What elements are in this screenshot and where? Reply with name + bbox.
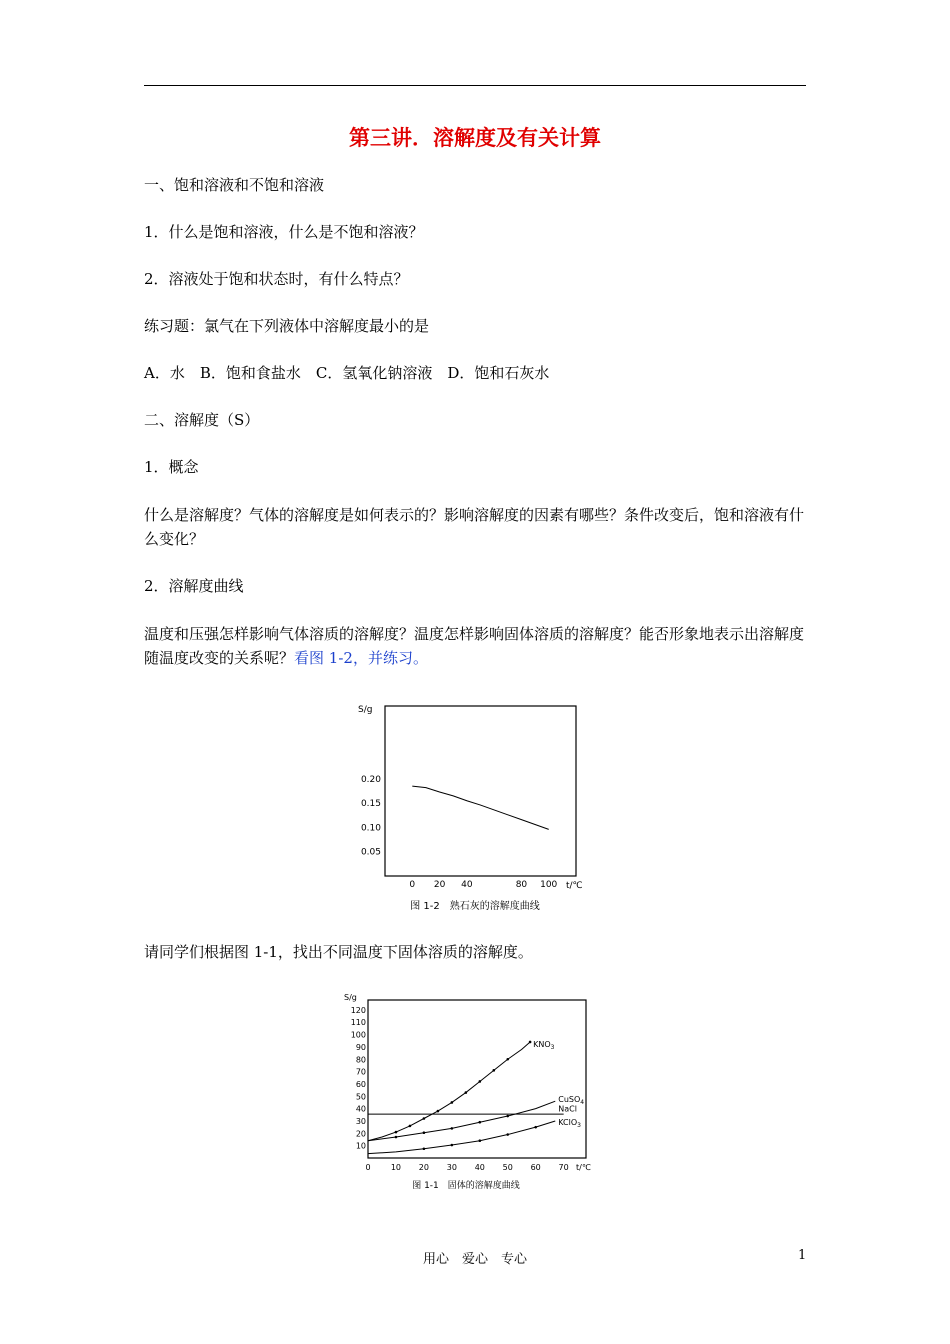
data-point-kno3 xyxy=(478,1080,481,1083)
solid-solubility-chart xyxy=(336,990,606,1196)
page-number: 1 xyxy=(798,1248,807,1263)
section-heading-2: 二、溶解度（S） xyxy=(144,411,260,429)
y-tick-label: 0.05 xyxy=(360,847,381,858)
data-point-kclo3 xyxy=(423,1147,426,1150)
paragraph-curve xyxy=(144,622,806,670)
x-tick-label: 0 xyxy=(365,1163,371,1172)
footer-motto: 用心 爱心 专心 xyxy=(422,1252,527,1267)
paragraph-exercise-fig: 请同学们根据图 1-1，找出不同温度下固体溶质的溶解度。 xyxy=(144,943,533,961)
x-tick-label: 50 xyxy=(502,1163,513,1172)
y-tick-label: 90 xyxy=(355,1042,366,1052)
x-tick-label: 100 xyxy=(540,880,558,890)
paragraph-curve-text: 温度和压强怎样影响气体溶质的溶解度？温度怎样影响固体溶质的溶解度？能否形象地表示出溶解度随温度改变的关系呢？ xyxy=(144,625,805,667)
data-point-kno3 xyxy=(423,1117,426,1120)
figure-caption: 图 1-2 熟石灰的溶解度曲线 xyxy=(410,901,540,912)
x-tick-label: 80 xyxy=(515,880,528,890)
series-label-nacl: NaCl xyxy=(558,1104,577,1114)
series-label-cuso4: CuSO$_4$ xyxy=(558,1095,585,1107)
figure-caption: 图 1-1 固体的溶解度曲线 xyxy=(412,1181,520,1191)
y-tick-label: 40 xyxy=(355,1104,366,1114)
x-tick-label: 30 xyxy=(446,1163,457,1172)
question-2: 2．溶液处于饱和状态时，有什么特点？ xyxy=(144,270,409,288)
data-point-kno3 xyxy=(529,1041,532,1044)
x-axis-label: t/℃ xyxy=(576,1163,591,1172)
x-tick-label: 20 xyxy=(433,880,446,890)
exercise-prompt: 练习题：氯气在下列液体中溶解度最小的是 xyxy=(144,317,430,335)
y-tick-label: 0.10 xyxy=(360,823,381,834)
y-tick-label: 110 xyxy=(350,1018,366,1028)
y-tick-label: 100 xyxy=(350,1030,366,1040)
y-tick-label: 0.15 xyxy=(360,799,381,810)
data-point-kno3 xyxy=(492,1069,495,1072)
x-tick-label: 40 xyxy=(461,880,473,890)
x-tick-label: 70 xyxy=(558,1163,569,1172)
subheading-concept: 1．概念 xyxy=(144,458,199,476)
data-point-kno3 xyxy=(395,1131,398,1134)
data-point-kno3 xyxy=(437,1110,440,1113)
plot-frame xyxy=(385,706,576,876)
data-point-kno3 xyxy=(465,1091,468,1094)
y-tick-label: 10 xyxy=(355,1141,366,1151)
curve-cuso4 xyxy=(368,1101,555,1141)
solubility-curve xyxy=(412,786,548,829)
data-point-kclo3 xyxy=(506,1133,509,1136)
data-point-kclo3 xyxy=(534,1126,537,1129)
y-tick-label: 50 xyxy=(355,1092,366,1102)
y-tick-label: 30 xyxy=(355,1116,366,1126)
y-tick-label: 80 xyxy=(355,1055,366,1065)
y-tick-label: 60 xyxy=(355,1079,366,1089)
section-heading-1: 一、饱和溶液和不饱和溶液 xyxy=(144,176,325,194)
data-point-cuso4 xyxy=(423,1131,426,1134)
lime-solubility-chart xyxy=(350,696,600,921)
x-tick-label: 20 xyxy=(418,1163,429,1172)
y-tick-label: 0.20 xyxy=(360,774,381,785)
figure-link[interactable]: 看图 1-2，并练习。 xyxy=(294,649,428,667)
page-title: 第三讲．溶解度及有关计算 xyxy=(349,126,601,150)
data-point-kno3 xyxy=(451,1101,454,1104)
y-tick-label: 20 xyxy=(355,1129,366,1139)
data-point-kclo3 xyxy=(451,1144,454,1147)
subheading-curve: 2．溶解度曲线 xyxy=(144,577,244,595)
plot-frame xyxy=(368,1000,586,1158)
y-tick-label: 120 xyxy=(350,1005,366,1015)
series-label-kno3: $KNO_3$ xyxy=(533,1039,555,1051)
y-tick-label: 70 xyxy=(355,1067,366,1077)
x-tick-label: 60 xyxy=(530,1163,541,1172)
series-label-kclo3: KClO$_3$ xyxy=(558,1117,582,1129)
paragraph-concept: 什么是溶解度？气体的溶解度是如何表示的？影响溶解度的因素有哪些？条件改变后，饱和溶液有什么变化？ xyxy=(144,506,805,548)
data-point-kno3 xyxy=(409,1125,412,1128)
data-point-cuso4 xyxy=(506,1115,509,1118)
data-point-cuso4 xyxy=(451,1127,454,1130)
data-point-kclo3 xyxy=(478,1139,481,1142)
x-tick-label: 10 xyxy=(390,1163,402,1172)
exercise-options: A．水 B．饱和食盐水 C．氢氧化钠溶液 D．饱和石灰水 xyxy=(144,364,550,382)
y-axis-label: S/g xyxy=(358,705,373,715)
x-axis-label: t/℃ xyxy=(566,881,583,891)
y-axis-label: S/g xyxy=(344,993,357,1002)
curve-kno3 xyxy=(368,1042,530,1141)
data-point-kno3 xyxy=(506,1058,509,1061)
data-point-cuso4 xyxy=(478,1121,481,1124)
question-1: 1．什么是饱和溶液，什么是不饱和溶液？ xyxy=(144,223,424,241)
x-tick-label: 40 xyxy=(474,1163,485,1172)
x-tick-label: 0 xyxy=(409,880,416,890)
header-rule xyxy=(144,85,806,86)
data-point-cuso4 xyxy=(395,1136,398,1139)
